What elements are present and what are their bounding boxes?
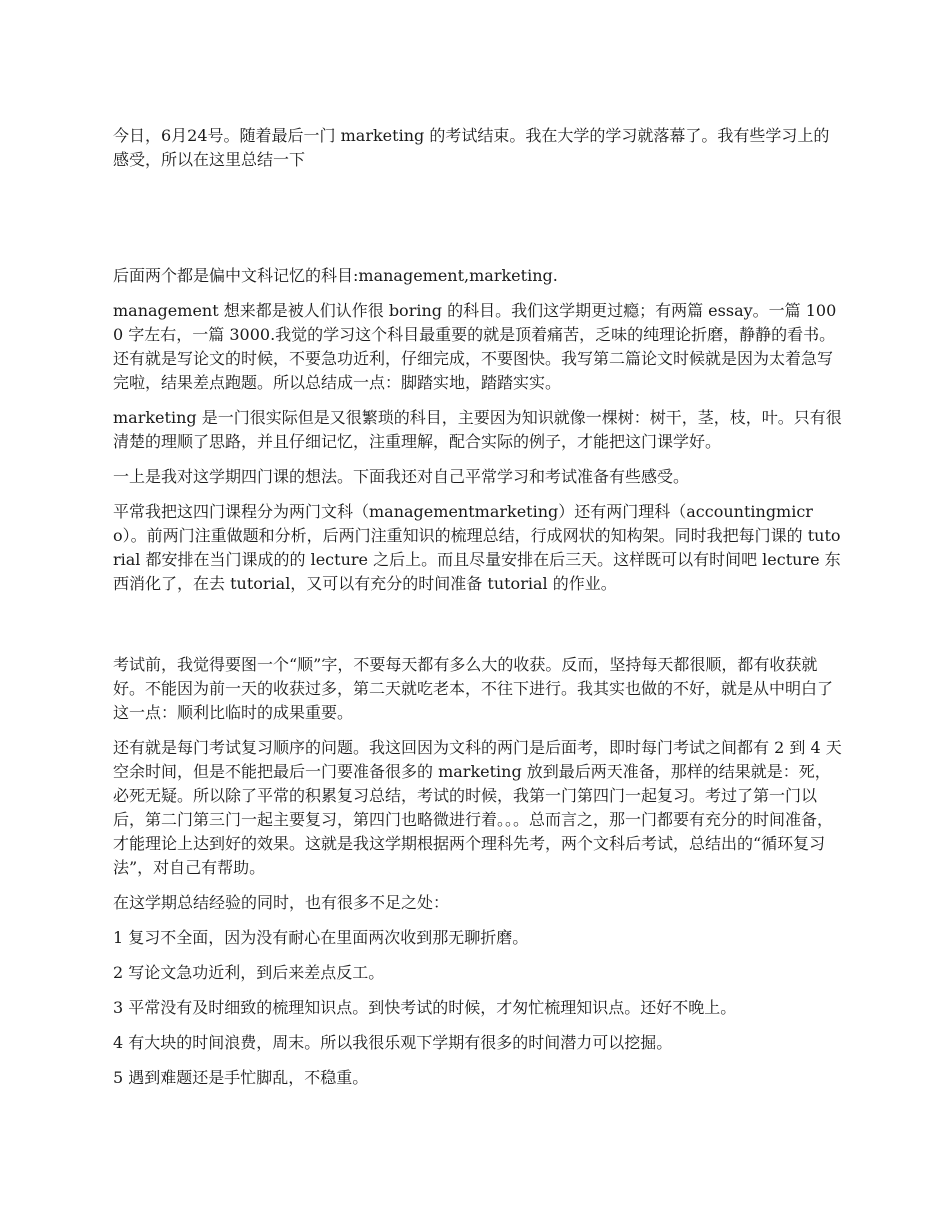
shortcoming-item: 4 有大块的时间浪费，周末。所以我很乐观下学期有很多的时间潜力可以挖掘。 <box>113 1033 673 1052</box>
study-habits-paragraph: 平常我把这四门课程分为两门文科（managementmarketing）还有两门理科（accountingmicro）。前两门注重做题和分析，后两门注重知识的梳理总结，行成网状的知构架。同时我把每门课的 tutorial 都安排在当门课成的的 lecture 之后上。而且尽量安排在后三天。这样既可以有时间吧 lecture 东西消化了，在去 tutorial，又可以有充分的时间准备 tutorial 的作业。 <box>113 502 841 593</box>
document-page <box>113 124 843 1101</box>
transition-paragraph: 一上是我对这学期四门课的想法。下面我还对自己平常学习和考试准备有些感受。 <box>113 467 690 486</box>
blank-spacer <box>113 183 843 264</box>
blank-spacer <box>113 607 843 653</box>
management-paragraph: management 想来都是被人们认作很 boring 的科目。我们这学期更过瘾；有两篇 essay。一篇 1000 字左右，一篇 3000.我觉的学习这个科目最重要的就是顶着痛苦，乏味的纯理论折磨，静静的看书。还有就是写论文的时候，不要急功近利，仔细完成，不要图快。我写第二篇论文时候就是因为太着急写完啦，结果差点跑题。所以总结成一点：脚踏实地，踏踏实实。 <box>113 301 837 392</box>
subjects-paragraph: 后面两个都是偏中文科记忆的科目:management,marketing. <box>113 266 558 285</box>
shortcoming-item: 5 遇到难题还是手忙脚乱，不稳重。 <box>113 1068 369 1087</box>
intro-paragraph: 今日，6月24号。随着最后一门 marketing 的考试结束。我在大学的学习就落幕了。我有些学习上的感受，所以在这里总结一下 <box>113 126 830 169</box>
exam-prep-paragraph: 考试前，我觉得要图一个“顺”字，不要每天都有多么大的收获。反而，坚持每天都很顺，都有收获就好。不能因为前一天的收获过多，第二天就吃老本，不往下进行。我其实也做的不好，就是从中明白了这一点：顺利比临时的成果重要。 <box>113 655 834 722</box>
shortcoming-item: 2 写论文急功近利，到后来差点反工。 <box>113 963 385 982</box>
shortcoming-item: 3 平常没有及时细致的梳理知识点。到快考试的时候，才匆忙梳理知识点。还好不晚上。 <box>113 998 737 1017</box>
shortcomings-intro: 在这学期总结经验的同时，也有很多不足之处： <box>113 893 450 912</box>
shortcoming-item: 1 复习不全面，因为没有耐心在里面两次收到那无聊折磨。 <box>113 928 529 947</box>
marketing-paragraph: marketing 是一门很实际但是又很繁琐的科目，主要因为知识就像一棵树：树干，茎，枝，叶。只有很清楚的理顺了思路，并且仔细记忆，注重理解，配合实际的例子，才能把这门课学好。 <box>113 408 842 451</box>
review-order-paragraph: 还有就是每门考试复习顺序的问题。我这回因为文科的两门是后面考，即时每门考试之间都有 2 到 4 天空余时间，但是不能把最后一门要准备很多的 marketing 放到最后两天准备，那样的结果就是：死，必死无疑。所以除了平常的积累复习总结，考试的时候，我第一门第四门一起复习。考过了第一门以后，第二门第三门一起主要复习，第四门也略微进行着。。。总而言之，那一门都要有充分的时间准备，才能理论上达到好的效果。这就是我这学期根据两个理科先考，两个文科后考试，总结出的“循环复习法”，对自己有帮助。 <box>113 738 842 877</box>
